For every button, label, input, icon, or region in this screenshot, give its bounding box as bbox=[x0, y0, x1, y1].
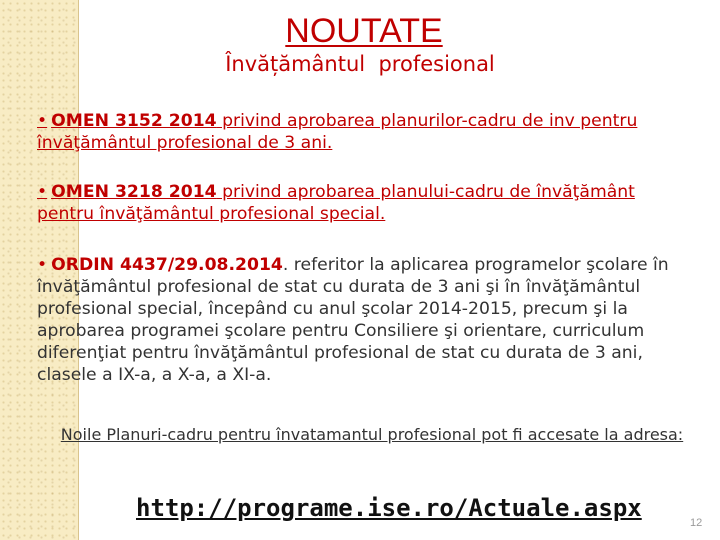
page-number: 12 bbox=[690, 517, 703, 529]
list-item-text: . referitor la aplicarea programelor şcolare în învăţământul profesional de stat cu durata de 3 ani şi în învăţământul profesional special, începând cu anul şcolar 2014-2015, precum şi la aprobarea programei şcolare pentru Consiliere şi orientare, curriculum diferenţiat pentru învăţământul profesional de stat cu durata de 3 ani, clasele a IX-a, a X-a, a XI-a. bbox=[37, 255, 669, 385]
list-item-body bbox=[37, 111, 637, 153]
list-item-body bbox=[37, 182, 635, 224]
list-item-ref: OMEN 3152 2014 bbox=[51, 111, 217, 131]
list-item-ordin-4437 bbox=[37, 254, 687, 386]
list-item-omen-3218 bbox=[37, 181, 687, 225]
bullet-icon: • bbox=[37, 111, 48, 131]
access-note: Noile Planuri-cadru pentru învatamantul profesional pot fi accesate la adresa: bbox=[60, 425, 684, 444]
list-item-ref: ORDIN 4437/29.08.2014 bbox=[51, 255, 283, 275]
list-item-ref: OMEN 3218 2014 bbox=[51, 182, 217, 202]
list-item-omen-3152 bbox=[37, 110, 687, 154]
bullet-icon: • bbox=[37, 255, 48, 275]
programs-link[interactable]: http://programe.ise.ro/Actuale.aspx bbox=[136, 494, 642, 522]
list-item-text: privind aprobarea planului-cadru de învăţământ pentru învăţământul profesional special. bbox=[37, 182, 635, 224]
page-title: NOUTATE bbox=[285, 12, 443, 50]
page-subtitle: Învățământul profesional bbox=[225, 52, 495, 76]
list-item-text: privind aprobarea planurilor-cadru de inv pentru învăţământul profesional de 3 ani. bbox=[37, 111, 638, 153]
bullet-icon: • bbox=[37, 182, 48, 202]
